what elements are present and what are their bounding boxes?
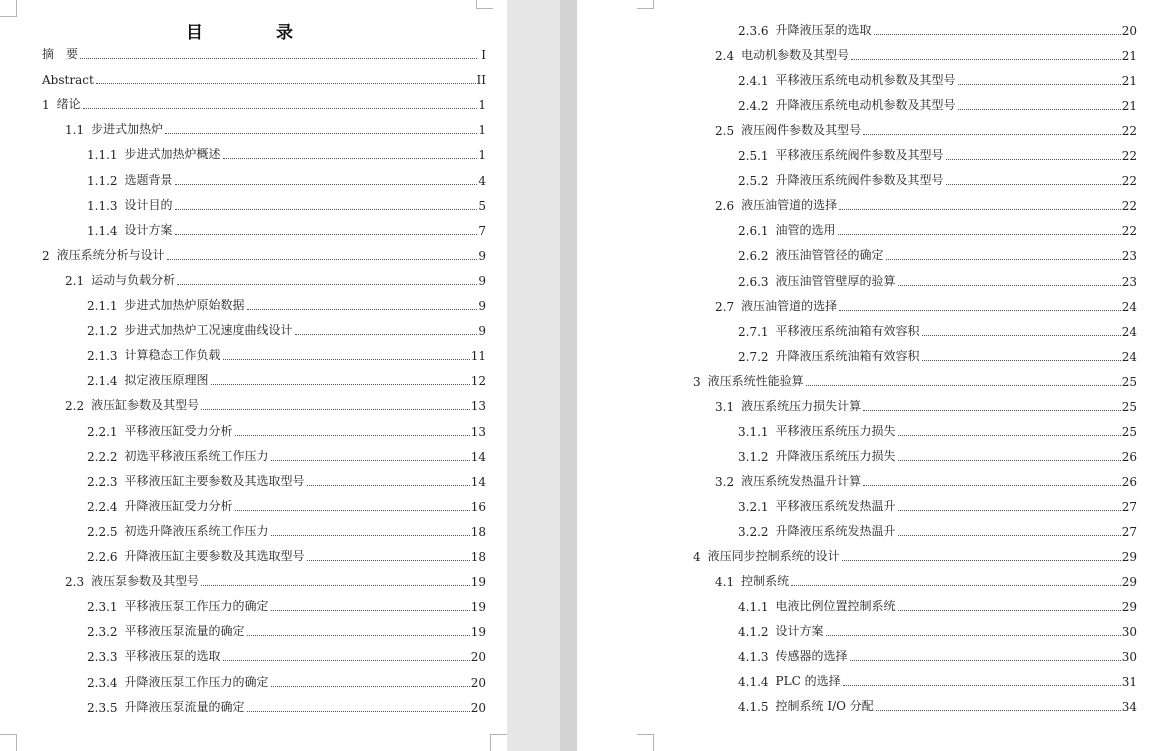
dot-leader [201,584,470,586]
toc-entry-page: 9 [478,273,486,288]
toc-entry[interactable] [738,273,1137,289]
dot-leader [177,283,477,285]
dot-leader [946,183,1121,185]
toc-entry[interactable] [42,96,486,112]
toc-entry-page: 16 [470,499,486,514]
toc-entry[interactable] [715,298,1137,314]
toc-entry[interactable] [738,97,1137,113]
toc-entry[interactable] [715,197,1137,213]
dot-leader [271,459,470,461]
toc-entry-label: 液压缸参数及其型号 [91,398,200,413]
dot-leader [843,684,1121,686]
toc-entry[interactable] [87,598,486,614]
toc-entry-label: 平移液压缸受力分析 [124,423,233,438]
toc-entry[interactable] [87,297,486,313]
toc-entry[interactable] [87,548,486,564]
toc-entry-label: 液压油管管径的确定 [775,248,884,263]
toc-entry-number: 2.4.1 [738,74,769,89]
toc-entry-number: 4 [693,550,701,565]
dot-leader [946,158,1121,160]
dot-leader [922,359,1121,361]
toc-entry[interactable] [738,448,1137,464]
toc-entry-label: PLC 的选择 [775,674,841,689]
dot-leader [271,609,470,611]
toc-entry-page: 22 [1121,199,1137,214]
toc-entry[interactable] [738,222,1137,238]
toc-entry[interactable] [715,122,1137,138]
dot-leader [791,584,1121,586]
toc-entry[interactable] [87,322,486,338]
toc-entry-page: 5 [478,198,486,213]
toc-entry[interactable] [738,673,1137,689]
toc-entry-number: 2.3 [65,575,85,590]
toc-entry-number: 2.5.1 [738,149,769,164]
toc-entry-number: 2.6.2 [738,249,769,264]
toc-entry-number: 4.1.5 [738,700,769,715]
toc-entry-number: 4.1.2 [738,625,769,640]
dot-leader [247,710,470,712]
toc-entry-label: 液压泵参数及其型号 [91,574,200,589]
toc-entry-label: 升降液压系统阀件参数及其型号 [775,173,944,188]
toc-entry-label: 液压系统发热温升计算 [741,473,862,488]
document-page-left [0,0,507,751]
toc-entry-page: 22 [1121,224,1137,239]
toc-entry-number: 2.3.5 [87,700,118,715]
toc-entry-page: 19 [470,600,486,615]
toc-entry[interactable] [738,623,1137,639]
toc-entry[interactable] [87,347,486,363]
toc-entry[interactable] [715,398,1137,414]
toc-entry-label: 液压阀件参数及其型号 [741,123,862,138]
dot-leader [175,233,477,235]
toc-entry-page: 29 [1121,600,1137,615]
toc-entry-page: 9 [478,299,486,313]
dot-leader [175,183,477,185]
toc-entry-label: 升降液压系统电动机参数及其型号 [775,98,956,113]
toc-entry-number: 2.1.1 [87,299,118,313]
dot-leader [958,108,1121,110]
toc-entry-number: 3 [693,374,701,389]
toc-entry-page: 27 [1121,525,1137,539]
dot-leader [80,57,477,59]
toc-entry-number: 1.1.1 [87,148,118,163]
toc-entry-number: 2.6.1 [738,224,769,239]
dot-leader [96,82,476,84]
dot-leader [898,509,1121,511]
toc-entry-number: 1.1 [65,123,85,138]
toc-entry-number: 2.2.6 [87,550,118,564]
dot-leader [898,609,1121,611]
toc-entry-label: 升降液压缸受力分析 [124,498,233,513]
toc-entry-label: 升降液压泵流量的确定 [124,699,245,714]
toc-entry-page: 21 [1121,99,1137,114]
dot-leader [842,559,1121,561]
toc-entry-page: 24 [1121,324,1137,339]
toc-entry-label: Abstract [42,73,94,88]
dot-leader [165,132,477,134]
toc-entry-label: 升降液压泵的选取 [775,23,872,37]
dot-leader [223,659,470,661]
toc-entry-label: 初选平移液压系统工作压力 [124,448,269,463]
toc-entry[interactable] [738,498,1137,514]
page-gap-shadow [560,0,577,751]
toc-entry[interactable] [738,247,1137,263]
toc-entry-number: 3.1.1 [738,424,769,439]
toc-entry-page: 22 [1121,124,1137,139]
toc-entry-page: 30 [1121,625,1137,640]
toc-entry-page: 30 [1121,650,1137,665]
toc-entry[interactable] [738,698,1137,714]
toc-entry[interactable] [87,222,486,238]
toc-entry-page: 26 [1121,474,1137,489]
toc-entry-number: 1 [42,98,50,113]
toc-entry[interactable] [738,72,1137,88]
dot-leader [235,434,470,436]
toc-entry[interactable] [42,71,486,87]
toc-entry-page: 1 [478,123,486,138]
toc-entry-label: 升降液压系统发热温升 [775,524,896,538]
toc-entry-label: 摘 要 [42,47,79,61]
toc-entry[interactable] [87,197,486,213]
dot-leader [839,208,1121,210]
dot-leader [271,534,470,536]
dot-leader [898,434,1121,436]
toc-entry[interactable] [715,47,1137,63]
toc-entry-label: 控制系统 I/O 分配 [775,699,874,714]
dot-leader [247,308,477,310]
toc-entry-label: 平移液压系统压力损失 [775,423,896,438]
toc-entry-page: 22 [1121,174,1137,189]
toc-entry-page: 23 [1121,274,1137,289]
toc-entry-number: 1.1.3 [87,198,118,213]
margin-mark-bottom-left [0,734,17,751]
dot-leader [175,208,477,210]
toc-entry-label: 升降液压缸主要参数及其选取型号 [124,549,305,563]
toc-entry-label: 升降液压系统油箱有效容积 [775,348,920,363]
toc-entry-label: 运动与负载分析 [91,272,176,287]
toc-entry[interactable] [42,46,486,62]
toc-entry-page: 11 [470,349,486,364]
toc-entry[interactable] [87,648,486,664]
toc-entry[interactable] [738,323,1137,339]
toc-entry-number: 2.4 [715,49,735,64]
toc-entry-page: 26 [1121,449,1137,464]
toc-entry-number: 3.1 [715,399,735,414]
toc-entry-number: 2.3.4 [87,675,118,690]
toc-entry-page: 22 [1121,149,1137,164]
dot-leader [806,384,1121,386]
toc-entry-label: 设计方案 [775,624,824,639]
toc-entry-page: 20 [470,675,486,690]
toc-entry-label: 平移液压系统阀件参数及其型号 [775,148,944,163]
dot-leader [850,659,1121,661]
toc-entry-number: 2.7.1 [738,324,769,339]
toc-entry-label: 初选升降液压系统工作压力 [124,523,269,538]
toc-entry[interactable] [87,146,486,162]
toc-entry-label: 平移液压泵流量的确定 [124,624,245,639]
dot-leader [898,534,1121,536]
toc-entry-page: 21 [1121,74,1137,89]
toc-entry-label: 步进式加热炉原始数据 [124,298,245,312]
dot-leader [863,133,1121,135]
toc-entry-label: 计算稳态工作负载 [124,348,221,363]
toc-entry-page: 31 [1121,675,1137,690]
toc-entry-number: 2.1.4 [87,374,118,389]
toc-entry-label: 油管的选用 [775,223,836,238]
toc-entry[interactable] [715,473,1137,489]
toc-entry[interactable] [715,573,1137,589]
toc-entry-page: 19 [470,575,486,590]
toc-entry-number: 2.1 [65,273,85,288]
toc-entry-label: 液压系统性能验算 [707,373,804,388]
margin-mark-bottom-left [637,734,654,751]
toc-entry[interactable] [693,373,1137,389]
toc-entry[interactable] [738,348,1137,364]
dot-leader [223,358,470,360]
toc-entry-number: 2 [42,248,50,263]
toc-entry-label: 液压油管道的选择 [741,298,838,313]
toc-entry-number: 2.2.2 [87,449,118,464]
dot-leader [271,685,470,687]
toc-entry-label: 升降液压系统压力损失 [775,448,896,463]
toc-entry-number: 2.6 [715,199,735,214]
toc-entry-number: 2.1.3 [87,349,118,364]
toc-entry-page: 25 [1121,399,1137,414]
toc-entry-number: 2.5 [715,124,735,139]
dot-leader [235,509,470,511]
toc-entry-label: 平移液压缸主要参数及其选取型号 [124,473,305,488]
toc-entry[interactable] [87,674,486,690]
toc-entry-label: 液压油管管壁厚的验算 [775,273,896,288]
toc-entry-page: 29 [1121,575,1137,590]
toc-entry[interactable] [738,172,1137,188]
toc-entry[interactable] [87,172,486,188]
toc-entry-page: 24 [1121,299,1137,314]
toc-entry-page: 23 [1121,249,1137,264]
toc-entry-number: 2.6.3 [738,274,769,289]
toc-entry-number: 1.1.4 [87,223,118,238]
toc-entry-label: 步进式加热炉概述 [124,147,221,162]
margin-mark-top-left [0,0,17,17]
toc-entry-page: 20 [470,650,486,665]
toc-entry-number: 2.3.2 [87,625,118,640]
toc-entry-label: 步进式加热炉工况速度曲线设计 [124,323,293,338]
toc-entry-label: 液压系统分析与设计 [56,247,165,262]
toc-entry[interactable] [87,372,486,388]
toc-entry-number: 2.3.6 [738,24,769,38]
toc-entry-label: 步进式加热炉 [91,122,164,137]
toc-entry-number: 2.3.3 [87,650,118,665]
toc-entry-label: 平移液压系统油箱有效容积 [775,323,920,338]
toc-entry-page: 25 [1121,374,1137,389]
toc-entry-page: 27 [1121,499,1137,514]
toc-entry-page: 7 [478,223,486,238]
toc-entry-label: 液压油管道的选择 [741,198,838,213]
toc-entry-label: 控制系统 [741,574,790,589]
toc-entry-label: 设计目的 [124,197,173,212]
toc-entry-page: 18 [470,550,486,564]
dot-leader [247,634,470,636]
toc-entry[interactable] [738,598,1137,614]
toc-entry-page: 24 [1121,349,1137,364]
toc-entry-number: 4.1.4 [738,675,769,690]
toc-entry-label: 设计方案 [124,222,173,237]
toc-entry-label: 选题背景 [124,172,173,187]
dot-leader [838,233,1121,235]
toc-entry-label: 平移液压泵的选取 [124,649,221,664]
toc-entry-number: 2.2.4 [87,499,118,514]
toc-entry[interactable] [65,272,486,288]
toc-entry-label: 平移液压泵工作压力的确定 [124,599,269,614]
dot-leader [201,408,470,410]
dot-leader [211,383,470,385]
toc-entry-page: 12 [470,374,486,389]
dot-leader [851,58,1121,60]
toc-entry-page: 25 [1121,424,1137,439]
toc-entry-label: 液压系统压力损失计算 [741,398,862,413]
toc-entry[interactable] [87,448,486,464]
margin-mark-bottom-right [490,734,507,751]
toc-entry-number: 2.1.2 [87,324,118,339]
toc-entry-page: 20 [1121,24,1137,38]
toc-entry[interactable] [87,623,486,639]
toc-entry[interactable] [87,523,486,539]
toc-entry[interactable] [87,473,486,489]
toc-entry-page: 1 [478,148,486,163]
toc-entry-label: 传感器的选择 [775,649,848,664]
toc-entry-number: 2.2.1 [87,424,118,439]
toc-entry-page: 29 [1121,550,1137,565]
toc-entry-label: 平移液压系统发热温升 [775,498,896,513]
toc-entry[interactable] [87,423,486,439]
dot-leader [295,333,477,335]
toc-entry[interactable] [65,397,486,413]
dot-leader [958,83,1121,85]
toc-entry-page: 21 [1121,49,1137,64]
toc-entry-page: 19 [470,625,486,640]
dot-leader [83,107,477,109]
toc-entry-number: 1.1.2 [87,173,118,188]
toc-entry-number: 4.1.1 [738,600,769,615]
toc-entry-number: 3.2 [715,474,735,489]
toc-entry-page: 14 [470,449,486,464]
toc-entry-page: 14 [470,474,486,489]
margin-mark-top-right [476,0,493,9]
toc-entry[interactable] [65,573,486,589]
toc-entry[interactable] [87,498,486,514]
dot-leader [898,459,1121,461]
toc-entry[interactable] [738,147,1137,163]
dot-leader [307,559,470,561]
toc-entry-page: 20 [470,700,486,715]
toc-entry[interactable] [87,699,486,715]
toc-title: 目 录 [186,23,321,43]
toc-entry[interactable] [42,247,486,263]
toc-entry-page: 13 [470,424,486,439]
toc-entry[interactable] [738,523,1137,539]
toc-entry-page: 9 [478,248,486,263]
toc-entry-number: 2.2.3 [87,474,118,489]
toc-entry-page: I [481,48,486,62]
toc-entry-page: 18 [470,524,486,539]
toc-entry-page: 9 [478,324,486,339]
dot-leader [839,309,1121,311]
dot-leader [898,284,1121,286]
toc-entry[interactable] [738,22,1137,38]
toc-entry[interactable] [693,548,1137,564]
toc-entry-page: 34 [1121,700,1137,715]
dot-leader [863,409,1121,411]
toc-entry-label: 电液比例位置控制系统 [775,599,896,614]
dot-leader [876,709,1121,711]
toc-entry-label: 拟定液压原理图 [124,373,209,388]
toc-entry[interactable] [65,121,486,137]
toc-entry-number: 3.2.1 [738,499,769,514]
toc-entry-label: 液压同步控制系统的设计 [707,549,840,564]
toc-entry-number: 3.1.2 [738,449,769,464]
document-page-right [577,0,1165,751]
toc-entry-page: 4 [478,173,486,188]
toc-entry-number: 2.2.5 [87,524,118,539]
toc-entry-number: 2.5.2 [738,174,769,189]
toc-entry-number: 2.3.1 [87,600,118,615]
dot-leader [886,258,1121,260]
toc-entry-number: 4.1 [715,575,735,590]
toc-entry[interactable] [738,648,1137,664]
dot-leader [863,484,1121,486]
toc-entry-label: 绪论 [56,97,81,112]
dot-leader [307,484,470,486]
toc-entry-page: 1 [478,98,486,113]
toc-entry[interactable] [738,423,1137,439]
dot-leader [874,33,1121,35]
toc-entry-label: 平移液压系统电动机参数及其型号 [775,73,956,88]
toc-entry-label: 电动机参数及其型号 [741,48,850,63]
dot-leader [223,157,477,159]
toc-entry-number: 3.2.2 [738,525,769,539]
toc-entry-number: 2.2 [65,399,85,414]
toc-entry-number: 2.4.2 [738,99,769,114]
dot-leader [167,258,477,260]
toc-entry-number: 2.7 [715,299,735,314]
toc-entry-page: 13 [470,399,486,414]
dot-leader [826,634,1121,636]
toc-entry-label: 升降液压泵工作压力的确定 [124,674,269,689]
toc-entry-page: II [476,73,486,88]
dot-leader [922,334,1121,336]
margin-mark-top-left [637,0,654,9]
toc-entry-number: 2.7.2 [738,349,769,364]
toc-entry-number: 4.1.3 [738,650,769,665]
